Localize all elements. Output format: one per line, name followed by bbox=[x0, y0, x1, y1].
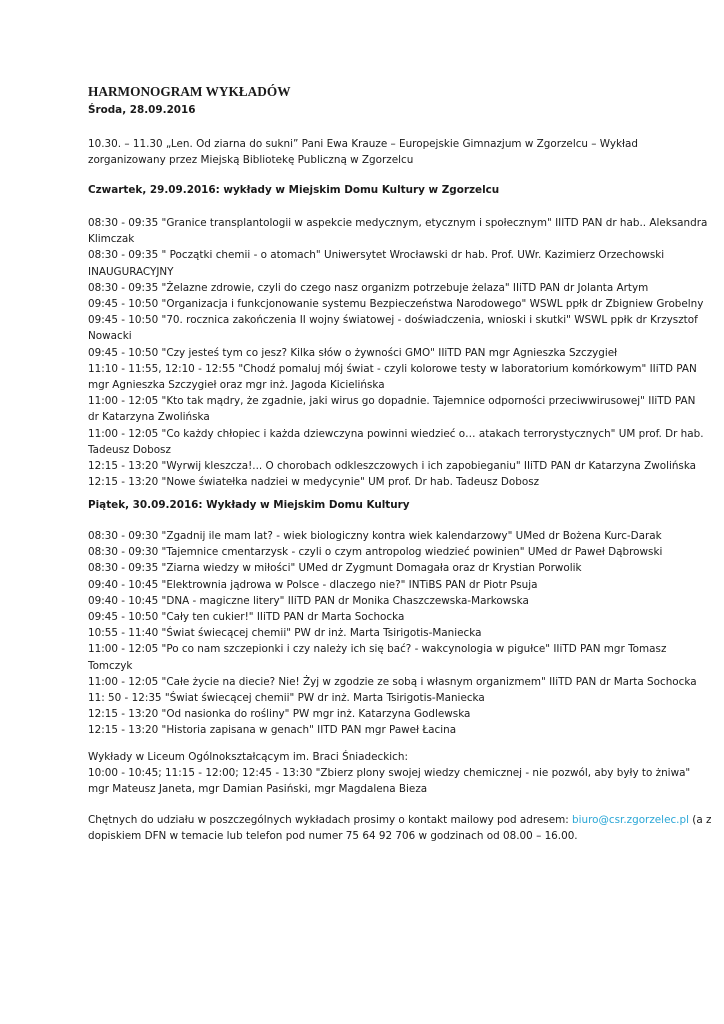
lecture-line: 09:40 - 10:45 "DNA - magiczne litery" IIiTD PAN dr Monika Chaszczewska-Markowska bbox=[88, 594, 529, 607]
thursday-heading: Czwartek, 29.09.2016: wykłady w Miejskim Domu Kultury w Zgorzelcu bbox=[88, 184, 500, 196]
document-subtitle: Środa, 28.09.2016 bbox=[88, 104, 196, 116]
closing-text: Chętnych do udziału w poszczególnych wykładach prosimy o kontakt mailowy pod adresem: bbox=[88, 814, 573, 826]
lecture-line: dr Katarzyna Zwolińska bbox=[88, 411, 210, 424]
lecture-line: Tadeusz Dobosz bbox=[88, 443, 171, 456]
document-title: HARMONOGRAM WYKŁADÓW bbox=[88, 84, 291, 99]
closing-line-2: dopiskiem DFN w temacie lub telefon pod numer 75 64 92 706 w godzinach od 08.00 – 16.00. bbox=[88, 830, 578, 843]
lecture-line: 09:45 - 10:50 "Czy jesteś tym co jesz? Kilka słów o żywności GMO" IIiTD PAN mgr Agnieszka Szczygieł bbox=[88, 346, 618, 359]
closing-suffix: (a z bbox=[688, 814, 712, 826]
lecture-line: 08:30 - 09:35 " Początki chemii - o atomach" Uniwersytet Wrocławski dr hab. Prof. UWr. Kazimierz Orzechowski bbox=[88, 249, 665, 262]
lecture-line: 08:30 - 09:30 "Tajemnice cmentarzysk - czyli o czym antropolog wiedzieć powinien" UMed dr Paweł Dąbrowski bbox=[88, 546, 663, 559]
lecture-line: 09:45 - 10:50 "Organizacja i funkcjonowanie systemu Bezpieczeństwa Narodowego" WSWL ppłk dr Zbigniew Grobelny bbox=[88, 298, 704, 311]
thursday-list bbox=[88, 215, 708, 490]
liceum-line: 10:00 - 10:45; 11:15 - 12:00; 12:45 - 13:30 "Zbierz plony swojej wiedzy chemicznej - nie pozwól, aby były to żniwa" bbox=[88, 767, 691, 780]
friday-heading: Piątek, 30.09.2016: Wykłady w Miejskim Domu Kultury bbox=[88, 499, 410, 511]
lecture-line: 08:30 - 09:35 "Żelazne zdrowie, czyli do czego nasz organizm potrzebuje żelaza" IIiTD PAN dr Jolanta Artym bbox=[88, 281, 649, 294]
lecture-line: 09:45 - 10:50 "70. rocznica zakończenia II wojny światowej - doświadczenia, wnioski i skutki" WSWL ppłk dr Krzysztof bbox=[88, 314, 698, 327]
lecture-line: 11:00 - 12:05 "Po co nam szczepionki i czy należy ich się bać? - wakcynologia w pigułce" IIiTD PAN mgr Tomasz bbox=[88, 643, 667, 656]
lecture-line: 09:45 - 10:50 "Cały ten cukier!" IIiTD PAN dr Marta Sochocka bbox=[88, 611, 405, 624]
liceum-section bbox=[88, 749, 691, 798]
lecture-line: 08:30 - 09:35 "Ziarna wiedzy w miłości" UMed dr Zygmunt Domagała oraz dr Krystian Porwolik bbox=[88, 562, 582, 575]
lecture-line: 11:00 - 12:05 "Kto tak mądry, że zgadnie, jaki wirus go dopadnie. Tajemnice odporności przeciwwirusowej" IIiTD PAN bbox=[88, 395, 696, 408]
lecture-line: 12:15 - 13:20 "Nowe światełka nadziei w medycynie" UM prof. Dr hab. Tadeusz Dobosz bbox=[88, 476, 540, 489]
lecture-line: Tomczyk bbox=[88, 659, 133, 672]
lecture-line: 12:15 - 13:20 "Wyrwij kleszcza!... O chorobach odkleszczowych i ich zapobieganiu" IIiTD PAN dr Katarzyna Zwolińska bbox=[88, 460, 697, 473]
lecture-line: 11:00 - 12:05 "Całe życie na diecie? Nie! Żyj w zgodzie ze sobą i własnym organizmem" IIiTD PAN dr Marta Sochocka bbox=[88, 675, 697, 688]
lecture-line: INAUGURACYJNY bbox=[88, 265, 174, 278]
lecture-line: 08:30 - 09:30 "Zgadnij ile mam lat? - wiek biologiczny kontra wiek kalendarzowy" UMed dr Bożena Kurc-Darak bbox=[88, 530, 662, 542]
lecture-line: 11: 50 - 12:35 "Świat świecącej chemii" PW dr inż. Marta Tsirigotis-Maniecka bbox=[88, 692, 485, 705]
lecture-line: 11:00 - 12:05 "Co każdy chłopiec i każda dziewczyna powinni wiedzieć o… atakach terrorystycznych" UM prof. Dr hab. bbox=[88, 427, 704, 440]
wednesday-section bbox=[88, 136, 644, 168]
lecture-line: 11:10 - 11:55, 12:10 - 12:55 "Chodź pomaluj mój świat - czyli kolorowe testy w laboratorium komórkowym" IIiTD PAN bbox=[88, 362, 697, 375]
closing-line-1 bbox=[88, 812, 712, 828]
friday-list bbox=[88, 528, 697, 739]
lecture-line: Nowacki bbox=[88, 330, 132, 343]
lecture-line: 08:30 - 09:35 "Granice transplantologii w aspekcie medycznym, etycznym i społecznym" IIITD PAN dr hab.. Aleksandra bbox=[88, 217, 708, 229]
lecture-line: 10:55 - 11:40 "Świat świecącej chemii" PW dr inż. Marta Tsirigotis-Maniecka bbox=[88, 627, 482, 640]
closing-paragraph bbox=[88, 812, 712, 844]
wednesday-line: 10.30. – 11.30 „Len. Od ziarna do sukni” Pani Ewa Krauze – Europejskie Gimnazjum w Zgorzelcu – Wykład bbox=[88, 138, 638, 150]
liceum-line: Wykłady w Liceum Ogólnokształcącym im. Braci Śniadeckich: bbox=[88, 751, 408, 763]
liceum-line: mgr Mateusz Janeta, mgr Damian Pasiński, mgr Magdalena Bieza bbox=[88, 783, 428, 796]
email-link[interactable]: biuro@csr.zgorzelec.pl bbox=[572, 814, 689, 826]
lecture-line: 09:40 - 10:45 "Elektrownia jądrowa w Polsce - dlaczego nie?" INTiBS PAN dr Piotr Psuja bbox=[88, 578, 538, 591]
lecture-line: 12:15 - 13:20 "Historia zapisana w genach" IITD PAN mgr Paweł Łacina bbox=[88, 724, 457, 737]
lecture-line: mgr Agnieszka Szczygieł oraz mgr inż. Jagoda Kicielińska bbox=[88, 379, 385, 392]
wednesday-line: zorganizowany przez Miejską Bibliotekę Publiczną w Zgorzelcu bbox=[88, 154, 414, 167]
lecture-line: 12:15 - 13:20 "Od nasionka do rośliny" PW mgr inż. Katarzyna Godlewska bbox=[88, 708, 471, 721]
lecture-line: Klimczak bbox=[88, 233, 135, 246]
